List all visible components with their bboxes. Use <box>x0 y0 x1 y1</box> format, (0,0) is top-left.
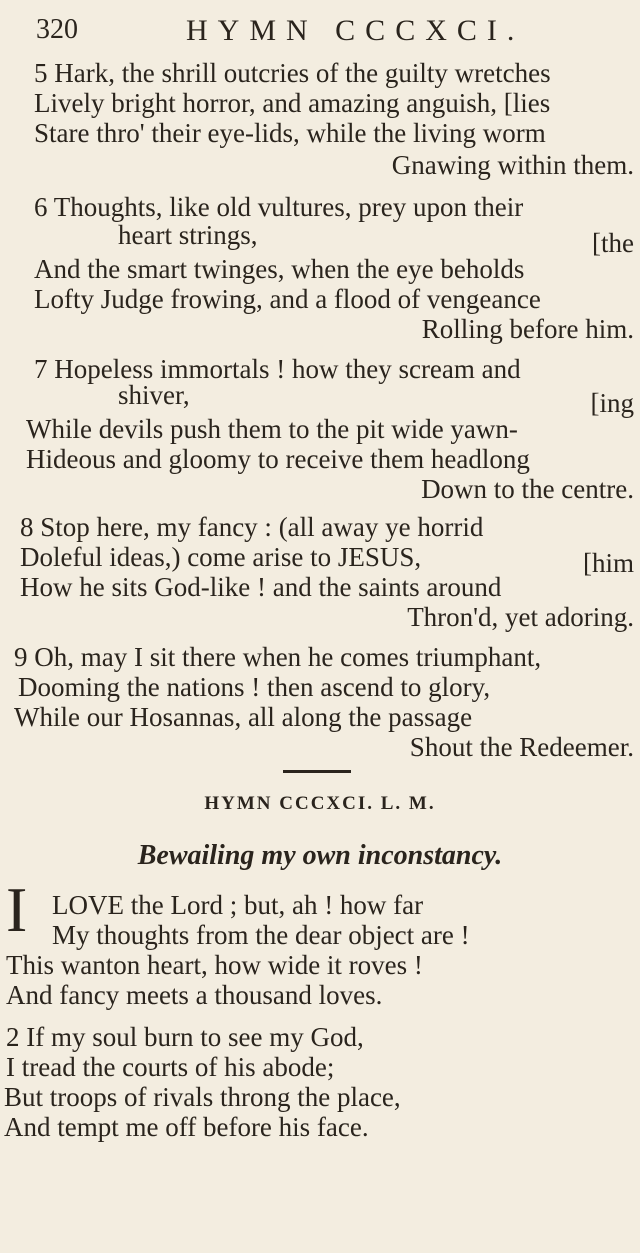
verse-line: And fancy meets a thousand loves. <box>6 980 383 1010</box>
verse-line: 5 Hark, the shrill outcries of the guilty wretches <box>34 58 551 88</box>
verse-line: This wanton heart, how wide it roves ! <box>6 950 423 980</box>
page-number: 320 <box>36 14 78 45</box>
verse-line: heart strings, <box>118 220 258 250</box>
hymn-number-label: HYMN CCCXCI. L. M. <box>204 793 436 814</box>
verse-line: While our Hosannas, all along the passage <box>14 702 473 732</box>
verse-line: How he sits God-like ! and the saints around <box>20 572 502 602</box>
verse-line: [the <box>592 228 634 258</box>
section-divider <box>283 770 351 773</box>
verse-line: LOVE the Lord ; but, ah ! how far <box>52 890 424 920</box>
verse-line: 8 Stop here, my fancy : (all away ye horrid <box>20 512 484 542</box>
verse-line: But troops of rivals throng the place, <box>4 1082 401 1112</box>
verse-line: Down to the centre. <box>421 474 634 504</box>
verse-line: Thron'd, yet adoring. <box>407 602 634 632</box>
page-header <box>36 14 630 54</box>
verse-line: Stare thro' their eye-lids, while the living worm <box>34 118 546 148</box>
verse-line: My thoughts from the dear object are ! <box>52 920 470 950</box>
verse-line: Gnawing within them. <box>391 150 634 180</box>
verse-line: [ing <box>590 388 634 418</box>
verse-line: Lofty Judge frowing, and a flood of vengeance <box>34 284 541 314</box>
verse-line: Hideous and gloomy to receive them headlong <box>26 444 530 474</box>
verse-line: While devils push them to the pit wide yawn- <box>26 414 518 444</box>
hymn-subtitle: Bewailing my own inconstancy. <box>137 840 503 871</box>
verse-line: 6 Thoughts, like old vultures, prey upon their <box>34 192 524 222</box>
verse-line: Lively bright horror, and amazing anguish, [lies <box>34 88 551 118</box>
verse-line: And tempt me off before his face. <box>4 1112 369 1142</box>
verse-line: Rolling before him. <box>421 314 634 344</box>
verse-line: 7 Hopeless immortals ! how they scream and <box>34 354 521 384</box>
verse-line: Doleful ideas,) come arise to JESUS, <box>20 542 422 572</box>
verse-line: [him <box>583 548 634 578</box>
verse-line: Dooming the nations ! then ascend to glory, <box>18 672 491 702</box>
verse-line: And the smart twinges, when the eye beholds <box>34 254 525 284</box>
verse-line: shiver, <box>118 380 190 410</box>
running-title: HYMN CCCXCI. <box>186 14 525 47</box>
verse-line: I tread the courts of his abode; <box>6 1052 335 1082</box>
verse-line: Shout the Redeemer. <box>409 732 634 762</box>
drop-cap: I <box>6 874 28 945</box>
verse-line: 9 Oh, may I sit there when he comes triumphant, <box>14 642 542 672</box>
verse-line: 2 If my soul burn to see my God, <box>6 1022 364 1052</box>
